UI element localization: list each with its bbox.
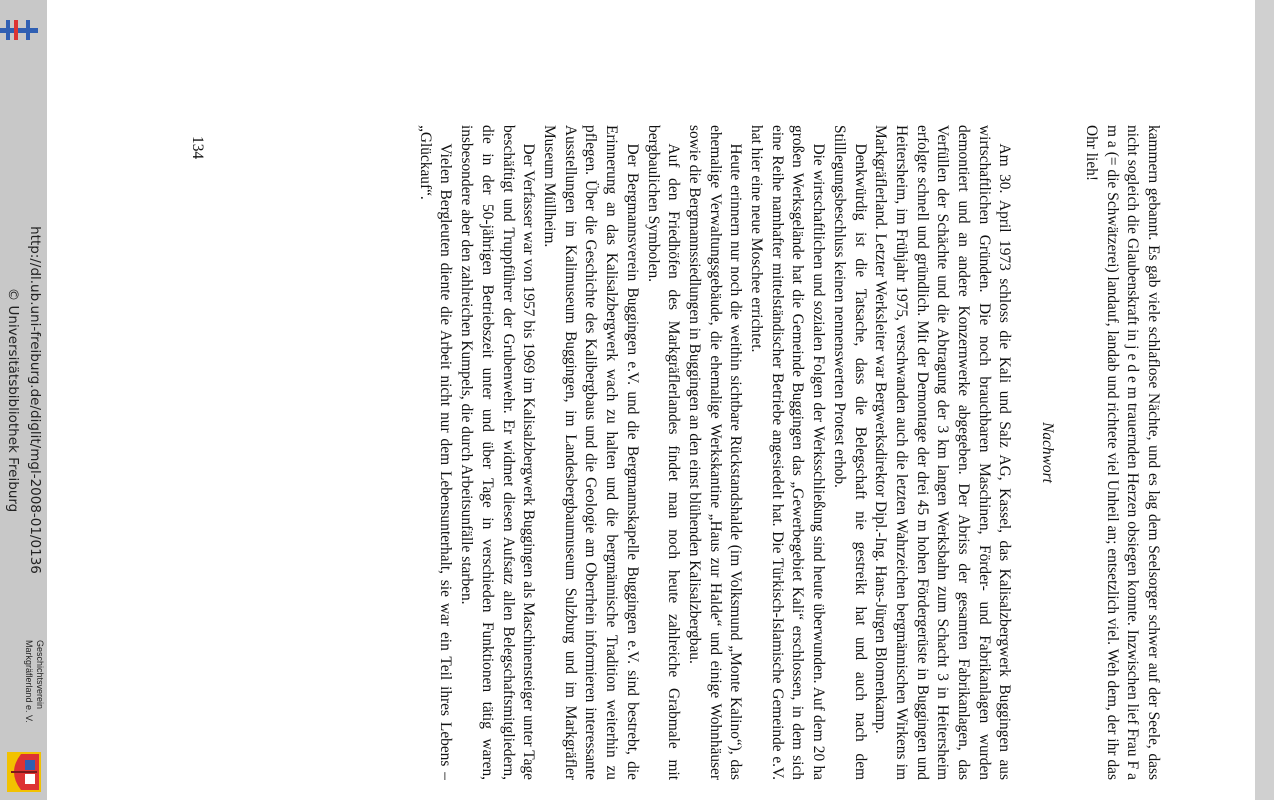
page-number: 134 [189,136,206,160]
body-paragraph: Auf den Friedhöfen des Markgräflerlandes findet man noch heute zahlreiche Grabmale mit bergbaulichen Symbolen. [644,125,683,780]
intro-paragraph: kammern gebannt. Es gab viele schlaflose Nächte, und es lag dem Seelsorger schwer auf der Seele, dass nicht sogleich die Glaubenskraft in j e d e m trauernden Herzen obsiegen konnte. Inzwischen lief Frau F a m a (= die Schwätzerei) landauf, landab und richtete viel Unheil an; entsetzlich viel. Weh dem, der ihr das Ohr lieh! [1082,125,1162,780]
body-paragraph: Der Verfasser war von 1957 bis 1969 im Kalisalzbergwerk Buggingen als Maschinensteiger unter Tage beschäftigt und Truppführer der Grubenwehr. Er widmet diesen Aufsatz allen Belegschaftsmitgliedern, die in der 50-jährigen Betriebszeit unter und über Tage in verschieden Funktionen tätig waren, insbesondere aber den zahlreichen Kumpels, die durch Arbeitsunfälle starben. [458,125,538,780]
footer-copyright: © Universitätsbibliothek Freiburg [5,287,21,513]
society-label [23,640,45,750]
viewer-right-strip [1255,0,1274,800]
section-heading: Nachwort [1039,422,1057,483]
body-paragraph: Am 30. April 1973 schloss die Kali und Salz AG, Kassel, das Kalisalzbergwerk Buggingen aus wirtschaftlichen Gründen. Die noch brauchbaren Maschinen, Förder- und Fabrikanlagen wurden demontiert und an andere Konzernwerke abgegeben. Der Abriss der gesamten Fabrikanlagen, das Verfüllen der Schächte und die Abtragung der 3 km langen Werksbahn zum Schacht 3 in Heitersheim erfolgte schnell und gründlich. Mit der Demontage der drei 45 m hohen Fördergerüste in Buggingen und Heitersheim, im Frühjahr 1975, verschwanden auch die letzten Wahrzeichen bergmännischen Wirkens im Markgräflerland. Letzter Werksleiter war Bergwerksdirektor Dipl.-Ing. Hans-Jürgen Blomenkamp. [872,125,1014,780]
body-paragraph: Die wirtschaftlichen und sozialen Folgen der Werksschließung sind heute überwunden. Auf dem 20 ha großen Werksgelände hat die Gemeinde Buggingen das „Gewerbegebiet Kali“ erschlossen, in dem sich eine Reihe namhafter mittelständischer Betriebe angesiedelt hat. Die Türkisch-Islamische Gemeinde e.V. hat hier eine neue Moschee errichtet. [748,125,828,780]
body-paragraph: Der Bergmannsverein Buggingen e.V. und die Bergmannskapelle Buggingen e.V. sind bestrebt, die Erinnerung an das Kalisalzbergwerk wach zu halten und die bergmännische Tradition weiterhin zu pflegen. Über die Geschichte des Kalibergbaus und die Geologie am Oberrhein informieren interessante Ausstellungen im Kalimuseum Buggingen, im Landesbergbaumuseum Sulzburg und im Markgräfler Museum Müllheim. [541,125,641,780]
body-paragraph: Denkwürdig ist die Tatsache, dass die Belegschaft nie gestreikt hat und auch nach dem Stilllegungsbeschluss keinen nennenswerten Protest erhob. [830,125,869,780]
body-paragraph: Heute erinnern nur noch die weithin sichtbare Rückstandshalde (im Volksmund „Monte Kalino“), das ehemalige Verwaltungsgebäude, die ehemalige Werkskantine „Haus zur Halde“ und einige Wohnhäuser sowie die Bergmannssiedlungen in Buggingen an den einst blühenden Kalisalzbergbau. [685,125,745,780]
society-label-line1: Geschichtsverein [35,640,45,710]
society-label-line2: Markgräflerland e. V. [24,640,34,723]
coat-of-arms-icon [7,752,41,792]
footer-url[interactable]: http://dl.ub.uni-freiburg.de/diglit/mgl-2008-01/0136 [27,226,43,574]
document-page [47,0,1255,800]
document-text [414,125,1163,780]
body-paragraph: Vielen Bergleuten diente die Arbeit nicht nur dem Lebensunterhalt, sie war ein Teil ihres Lebens – „Glückauf“. [416,125,455,780]
